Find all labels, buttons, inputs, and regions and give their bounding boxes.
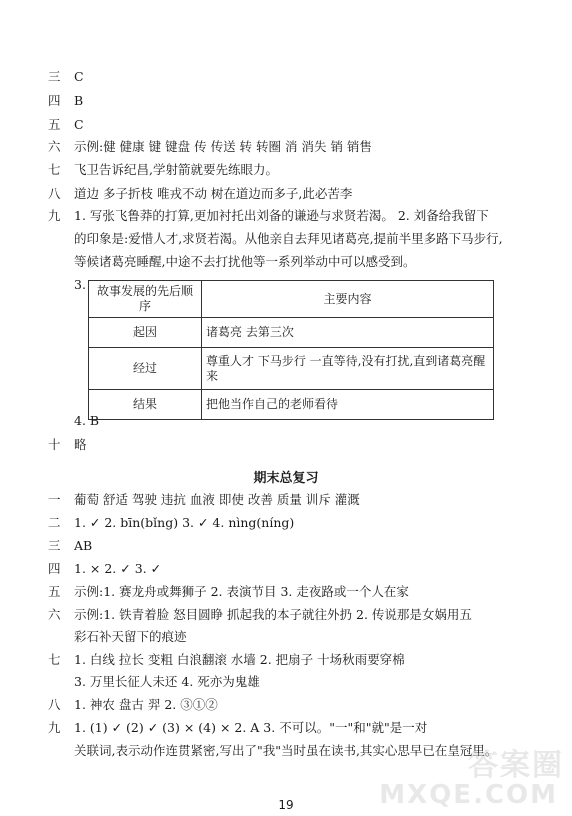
table-row bbox=[89, 348, 494, 390]
answer-line-8: 八 道边 多子折枝 唯戎不动 树在道边而多子,此必苦李 bbox=[48, 186, 353, 201]
table-cell: 尊重人才 下马步行 一直等待,没有打扰,直到诸葛亮醒来 bbox=[202, 348, 494, 390]
page-number: 19 bbox=[278, 798, 294, 812]
answer-line-10: 十 略 bbox=[48, 437, 87, 452]
answer-line-7: 七 飞卫告诉纪昌,学射箭就要先练眼力。 bbox=[48, 162, 278, 177]
answer-line-5: 五 C bbox=[48, 117, 84, 132]
review-line-9-cont: 关联词,表示动作连贯紧密,写出了"我"当时虽在读书,其实心思早已在皇冠里。 bbox=[74, 743, 498, 758]
answer-line-9-cont-2: 等候诸葛亮睡醒,中途不去打扰他等一系列举动中可以感受到。 bbox=[74, 254, 416, 269]
table-row bbox=[89, 318, 494, 348]
table-cell: 把他当作自己的老师看待 bbox=[202, 390, 494, 420]
review-line-6: 六 示例:1. 铁青着脸 怒目圆睁 抓起我的本子就往外扔 2. 传说那是女娲用五 bbox=[48, 607, 472, 622]
review-line-5: 五 示例:1. 赛龙舟或舞狮子 2. 表演节目 3. 走夜路或一个人在家 bbox=[48, 584, 409, 599]
review-line-7-cont: 3. 万里长征人未还 4. 死亦为鬼雄 bbox=[74, 674, 260, 689]
table-cell: 诸葛亮 去第三次 bbox=[202, 318, 494, 348]
answer-line-3: 三 C bbox=[48, 69, 84, 84]
review-line-1: 一 葡萄 舒适 驾驶 违抗 血液 即使 改善 质量 训斥 灌溉 bbox=[48, 492, 360, 507]
table-cell: 起因 bbox=[89, 318, 202, 348]
story-order-table bbox=[88, 280, 494, 420]
answer-line-9: 九 1. 写张飞鲁莽的打算,更加衬托出刘备的谦逊与求贤若渴。 2. 刘备给我留下 bbox=[48, 208, 489, 223]
review-line-8: 八 1. 神农 盘古 羿 2. ③①② bbox=[48, 697, 218, 712]
watermark-logo bbox=[379, 740, 564, 810]
answer-line-6: 六 示例:健 健康 键 键盘 传 传送 转 转圈 消 消失 销 销售 bbox=[48, 139, 372, 154]
watermark-url: MXQE.COM bbox=[379, 780, 558, 810]
table-header-row bbox=[89, 281, 494, 318]
section-title: 期末总复习 bbox=[253, 471, 319, 486]
item-3-label: 3. bbox=[74, 277, 86, 292]
review-line-4: 四 1. × 2. ✓ 3. ✓ bbox=[48, 561, 162, 576]
item-4: 4. B bbox=[74, 413, 100, 428]
review-line-2: 二 1. ✓ 2. bīn(bǐng) 3. ✓ 4. nìng(níng) bbox=[48, 515, 295, 530]
review-line-7: 七 1. 白线 拉长 变粗 白浪翻滚 水墙 2. 把扇子 十场秋雨要穿棉 bbox=[48, 652, 405, 667]
table-header-cell: 主要内容 bbox=[202, 281, 494, 318]
answer-line-4: 四 B bbox=[48, 93, 84, 108]
review-line-6-cont: 彩石补天留下的痕迹 bbox=[74, 629, 187, 644]
review-line-3: 三 AB bbox=[48, 538, 93, 553]
answer-line-9-cont-1: 的印象是:爱惜人才,求贤若渴。从他亲自去拜见诸葛亮,提前半里多路下马步行, bbox=[74, 231, 503, 246]
review-line-9: 九 1. (1) ✓ (2) ✓ (3) × (4) × 2. A 3. 不可以。"一"和"就"是一对 bbox=[48, 720, 428, 735]
table-header-cell: 故事发展的先后顺序 bbox=[89, 281, 202, 318]
table-row bbox=[89, 390, 494, 420]
table-cell: 经过 bbox=[89, 348, 202, 390]
watermark-text: 答案圈 bbox=[468, 748, 564, 783]
table-cell: 结果 bbox=[89, 390, 202, 420]
